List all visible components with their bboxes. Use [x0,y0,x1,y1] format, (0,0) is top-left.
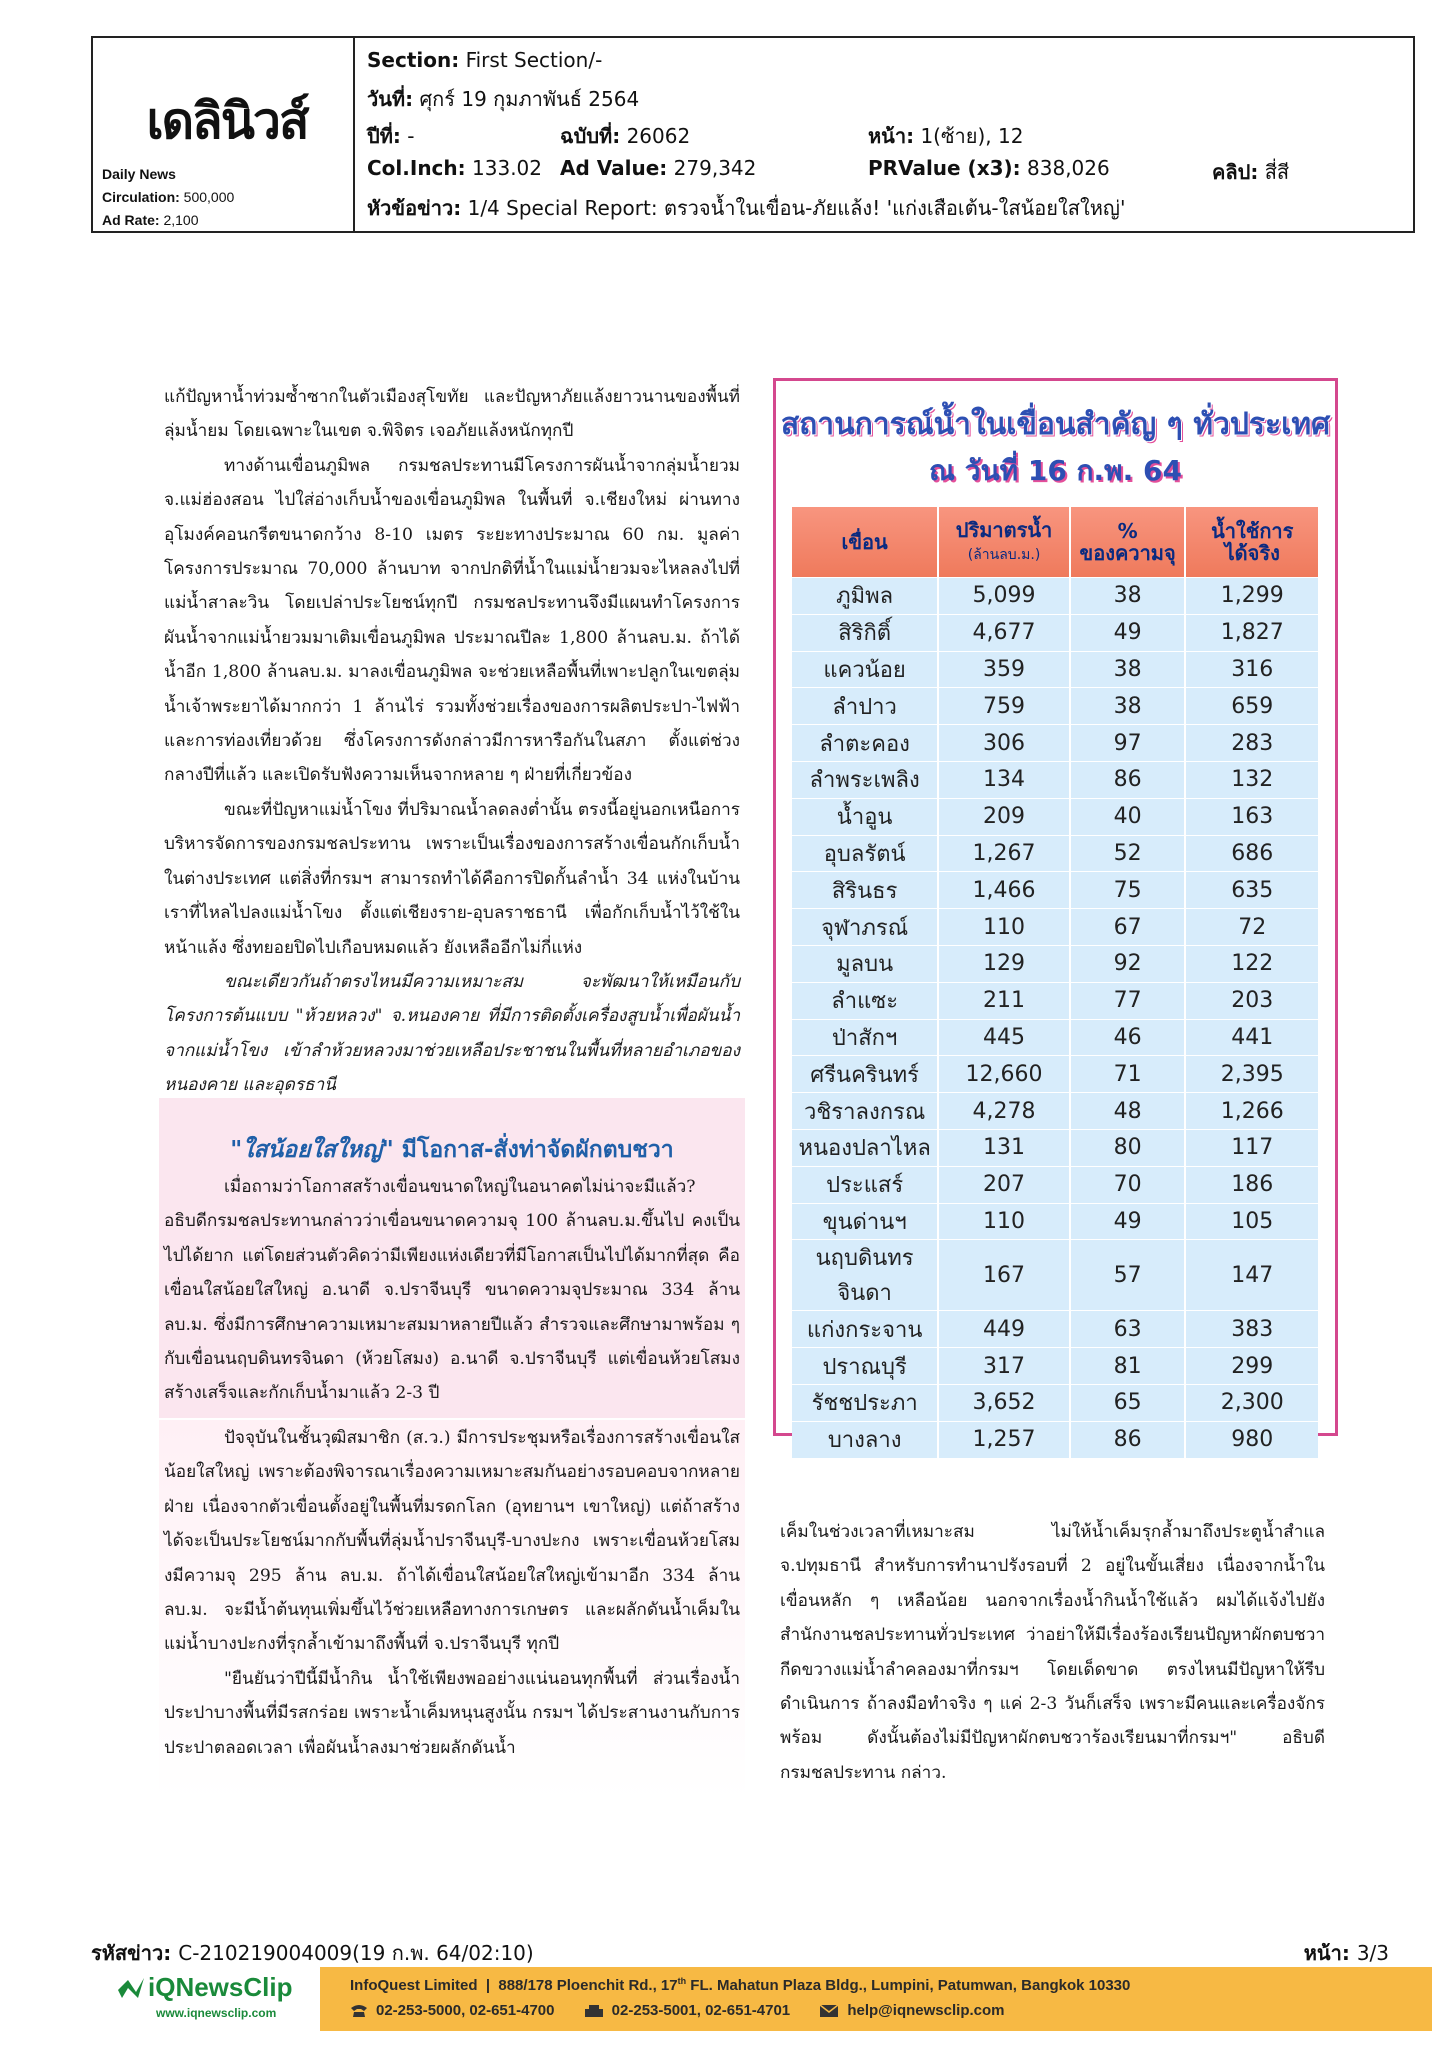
percent-cell: 52 [1071,835,1187,872]
table-row [792,1129,1318,1166]
usable-cell: 383 [1186,1310,1318,1347]
dam-name-cell: ลำพระเพลิง [792,761,939,798]
dam-name-cell: ศรีนครินทร์ [792,1055,939,1092]
percent-cell: 63 [1071,1310,1187,1347]
table-row [792,1384,1318,1421]
article-paragraph: ปัจจุบันในชั้นวุฒิสมาชิก (ส.ว.) มีการประชุมหรือเรื่องการสร้างเขื่อนใสน้อยใสใหญ่ เพราะต้องพิจารณาเรื่องความเหมาะสมกันอย่างรอบคอบจากหลายฝ่าย เนื่องจากตัวเขื่อนตั้งอยู่ในพื้นที่มรดกโลก (อุทยานฯ เขาใหญ่) แต่ถ้าสร้างได้จะเป็นประโยชน์มากกับพื้นที่ลุ่มน้ำปราจีนบุรี-บางปะกง เพราะเขื่อนห้วยโสมงมีความจุ 295 ล้าน ลบ.ม. ถ้าได้เขื่อนใสน้อยใสใหญ่เข้ามาอีก 334 ล้าน ลบ.ม. จะมีน้ำต้นทุนเพิ่มขึ้นไว้ช่วยเหลือทางการเกษตร และผลักดันน้ำเค็มในแม่น้ำบางปะกงที่รุกล้ำเข้ามาถึงพื้นที่ จ.ปราจีนบุรี ทุกปี [164,1428,740,1655]
percent-cell: 86 [1071,761,1187,798]
article-column-2 [780,1515,1325,1790]
usable-cell: 1,827 [1186,614,1318,651]
article-column-1b [164,1170,740,1411]
article-subhead: "ใสน้อยใสใหญ่" มีโอกาส-สั่งท่าจัดผักตบชวา [230,1137,674,1163]
usable-cell: 2,300 [1186,1384,1318,1421]
percent-cell: 77 [1071,982,1187,1019]
news-code: รหัสข่าว: C-210219004009(19 ก.พ. 64/02:10) [91,1941,534,1965]
volume-cell: 5,099 [939,577,1071,614]
dam-name-cell: สิรินธร [792,871,939,908]
col-header-usable: น้ำใช้การ ได้จริง [1186,507,1318,577]
percent-cell: 65 [1071,1384,1187,1421]
usable-cell: 686 [1186,835,1318,872]
volume-cell: 4,677 [939,614,1071,651]
fax-numbers: 02-253-5001, 02-651-4701 [611,2002,791,2019]
usable-cell: 980 [1186,1421,1318,1458]
dam-name-cell: แก่งกระจาน [792,1310,939,1347]
percent-cell: 75 [1071,871,1187,908]
percent-cell: 67 [1071,908,1187,945]
percent-cell: 49 [1071,614,1187,651]
clip-color-field: คลิป: สี่สี [1212,160,1290,184]
table-row [792,1421,1318,1458]
dam-name-cell: ปราณบุรี [792,1347,939,1384]
prvalue-field: PRValue (x3): 838,026 [868,156,1110,180]
table-row [792,761,1318,798]
dam-name-cell: น้ำอูน [792,798,939,835]
volume-cell: 1,466 [939,871,1071,908]
table-row [792,945,1318,982]
dam-name-cell: วชิราลงกรณ [792,1092,939,1129]
usable-cell: 635 [1186,871,1318,908]
table-row [792,798,1318,835]
volume-cell: 134 [939,761,1071,798]
issue-field: ฉบับที่: 26062 [560,124,691,148]
clip-meta [357,38,1413,231]
table-row [792,1019,1318,1056]
percent-cell: 57 [1071,1239,1187,1310]
col-header-volume: ปริมาตรน้ำ (ล้านลบ.ม.) [939,507,1071,577]
date-field: วันที่: ศุกร์ 19 กุมภาพันธ์ 2564 [367,87,640,111]
table-row [792,1310,1318,1347]
usable-cell: 117 [1186,1129,1318,1166]
table-row [792,982,1318,1019]
percent-cell: 71 [1071,1055,1187,1092]
dam-name-cell: มูลบน [792,945,939,982]
volume-cell: 3,652 [939,1384,1071,1421]
table-date: ณ วันที่ 16 ก.พ. 64 [929,454,1182,487]
usable-cell: 1,299 [1186,577,1318,614]
email-address: help@iqnewsclip.com [847,2002,1005,2019]
phone-icon [350,2004,368,2018]
table-row [792,1203,1318,1240]
percent-cell: 49 [1071,1203,1187,1240]
leaf-icon [116,1976,146,2002]
footer-page: หน้า: 3/3 [1303,1941,1389,1965]
usable-cell: 163 [1186,798,1318,835]
fax-icon [584,2004,604,2018]
usable-cell: 105 [1186,1203,1318,1240]
dam-name-cell: ลำตะคอง [792,724,939,761]
table-row [792,1092,1318,1129]
dam-name-cell: นฤบดินทรจินดา [792,1239,939,1310]
company-contacts [350,2002,1005,2019]
dam-name-cell: จุฬาภรณ์ [792,908,939,945]
volume-cell: 359 [939,651,1071,688]
percent-cell: 80 [1071,1129,1187,1166]
dam-name-cell: ภูมิพล [792,577,939,614]
article-paragraph: เมื่อถามว่าโอกาสสร้างเขื่อนขนาดใหญ่ในอนาคตไม่น่าจะมีแล้ว? อธิบดีกรมชลประทานกล่าวว่าเขื่อนขนาดความจุ 100 ล้านลบ.ม.ขึ้นไป คงเป็นไปได้ยาก แต่โดยส่วนตัวคิดว่ามีเพียงแห่งเดียวที่มีโอกาสเป็นไปได้มากที่สุด คือ เขื่อนใสน้อยใสใหญ่ อ.นาดี จ.ปราจีนบุรี ขนาดความจุประมาณ 334 ล้าน ลบ.ม. ซึ่งมีการศึกษาความเหมาะสมมาหลายปีแล้ว สำรวจและศึกษามาพร้อม ๆ กับเขื่อนนฤบดินทรจินดา (ห้วยโสมง) อ.นาดี จ.ปราจีนบุรี แต่เขื่อนห้วยโสมง สร้างเสร็จและกักเก็บน้ำมาแล้ว 2-3 ปี [164,1177,740,1404]
table-row [792,871,1318,908]
dam-name-cell: ประแสร์ [792,1166,939,1203]
volume-cell: 110 [939,1203,1071,1240]
table-row [792,687,1318,724]
percent-cell: 38 [1071,687,1187,724]
dam-name-cell: ป่าสักฯ [792,1019,939,1056]
dam-name-cell: บางลาง [792,1421,939,1458]
dam-name-cell: หนองปลาไหล [792,1129,939,1166]
ad-rate: Ad Rate: 2,100 [102,212,199,228]
volume-cell: 449 [939,1310,1071,1347]
usable-cell: 659 [1186,687,1318,724]
usable-cell: 132 [1186,761,1318,798]
dam-table-body [792,577,1318,1458]
mail-icon [819,2004,839,2018]
volume-cell: 317 [939,1347,1071,1384]
dam-name-cell: ลำแซะ [792,982,939,1019]
section-field: Section: First Section/- [367,48,603,72]
article-paragraph: เค็มในช่วงเวลาที่เหมาะสม ไม่ให้น้ำเค็มรุกล้ำมาถึงประตูน้ำสำแล จ.ปทุมธานี สำหรับการทำนาปรังรอบที่ 2 อยู่ในขั้นเสี่ยง เนื่องจากน้ำในเขื่อนหลัก ๆ เหลือน้อย นอกจากเรื่องน้ำกินน้ำใช้แล้ว ผมได้แจ้งไปยังสำนักงานชลประทานทั่วประเทศ ว่าอย่าให้มีเรื่องร้องเรียนปัญหาผักตบชวากีดขวางแม่น้ำลำคลองมาที่กรมฯ โดยเด็ดขาด ตรงไหนมีปัญหาให้รีบดำเนินการ ถ้าลงมือทำจริง ๆ แค่ 2-3 วันก็เสร็จ เพราะมีคนและเครื่องจักรพร้อม ดังนั้นต้องไม่มีปัญหาผักตบชวาร้องเรียนมาที่กรมฯ" อธิบดีกรมชลประทาน กล่าว. [780,1522,1325,1783]
volume-cell: 209 [939,798,1071,835]
table-header-row [792,507,1318,577]
dam-name-cell: ลำปาว [792,687,939,724]
table-row [792,1239,1318,1310]
volume-cell: 445 [939,1019,1071,1056]
colinch-field: Col.Inch: 133.02 [367,156,542,180]
circulation: Circulation: 500,000 [102,189,235,205]
advalue-field: Ad Value: 279,342 [560,156,757,180]
volume-cell: 12,660 [939,1055,1071,1092]
percent-cell: 92 [1071,945,1187,982]
volume-cell: 207 [939,1166,1071,1203]
usable-cell: 203 [1186,982,1318,1019]
dam-name-cell: สิริกิติ์ [792,614,939,651]
volume-cell: 110 [939,908,1071,945]
table-row [792,614,1318,651]
percent-cell: 38 [1071,577,1187,614]
footer-contact-band [320,1967,1432,2031]
volume-cell: 1,257 [939,1421,1071,1458]
usable-cell: 299 [1186,1347,1318,1384]
volume-cell: 306 [939,724,1071,761]
usable-cell: 1,266 [1186,1092,1318,1129]
company-address: InfoQuest Limited | 888/178 Ploenchit Rd., 17th FL. Mahatun Plaza Bldg., Lumpini, Patumwan, Bangkok 10330 [350,1976,1131,1994]
usable-cell: 441 [1186,1019,1318,1056]
col-header-dam: เขื่อน [792,507,939,577]
table-row [792,577,1318,614]
dam-name-cell: แควน้อย [792,651,939,688]
table-row [792,1347,1318,1384]
table-row [792,724,1318,761]
dam-table [792,507,1318,1458]
usable-cell: 283 [1186,724,1318,761]
table-row [792,1055,1318,1092]
article-column-1c [164,1421,740,1765]
percent-cell: 86 [1071,1421,1187,1458]
article-paragraph: ขณะเดียวกันถ้าตรงไหนมีความเหมาะสม จะพัฒนาให้เหมือนกับโครงการต้นแบบ "ห้วยหลวง" จ.หนองคาย ที่มีการติดตั้งเครื่องสูบน้ำเพื่อผันน้ำจากแม่น้ำโขง เข้าลำห้วยหลวงมาช่วยเหลือประชาชนในพื้นที่หลายอำเภอของหนองคาย และอุดรธานี [164,971,740,1096]
table-row [792,835,1318,872]
publication-panel [93,38,355,231]
usable-cell: 122 [1186,945,1318,982]
dam-name-cell: รัชชประภา [792,1384,939,1421]
dam-name-cell: ขุนด่านฯ [792,1203,939,1240]
col-header-percent: % ของความจุ [1071,507,1187,577]
volume-cell: 211 [939,982,1071,1019]
publication-name: Daily News [102,166,176,182]
page-field: หน้า: 1(ซ้าย), 12 [868,124,1024,148]
percent-cell: 97 [1071,724,1187,761]
article-paragraph: ทางด้านเขื่อนภูมิพล กรมชลประทานมีโครงการผันน้ำจากลุ่มน้ำยวม จ.แม่ฮ่องสอน ไปใส่อ่างเก็บน้ำของเขื่อนภูมิพล ในพื้นที่ จ.เชียงใหม่ ผ่านทางอุโมงค์คอนกรีตขนาดกว้าง 8-10 เมตร ระยะทางประมาณ 60 กม. มูลค่าโครงการประมาณ 70,000 ล้านบาท จากปกติที่น้ำในแม่น้ำยวมจะไหลลงไปที่แม่น้ำสาละวิน โดยเปล่าประโยชน์ทุกปี กรมชลประทานจึงมีแผนทำโครงการผันน้ำจากแม่น้ำยวมมาเติมเขื่อนภูมิพล ประมาณปีละ 1,800 ล้านลบ.ม. ถ้าได้น้ำอีก 1,800 ล้านลบ.ม. มาลงเขื่อนภูมิพล จะช่วยเหลือพื้นที่เพาะปลูกในเขตลุ่มน้ำเจ้าพระยาได้มากกว่า 1 ล้านไร่ รวมทั้งช่วยเรื่องของการผลิตประปา-ไฟฟ้า และการท่องเที่ยวด้วย ซึ่งโครงการดังกล่าวมีการหารือกันในสภา ตั้งแต่ช่วงกลางปีที่แล้ว และเปิดรับฟังความเห็นจากหลาย ๆ ฝ่ายที่เกี่ยวข้อง [164,455,740,786]
table-row [792,908,1318,945]
percent-cell: 40 [1071,798,1187,835]
table-row [792,1166,1318,1203]
percent-cell: 81 [1071,1347,1187,1384]
percent-cell: 70 [1071,1166,1187,1203]
dam-status-graphic [773,378,1338,1454]
table-title: สถานการณ์น้ำในเขื่อนสำคัญ ๆ ทั่วประเทศ [780,407,1331,442]
clip-header [91,36,1415,233]
usable-cell: 72 [1186,908,1318,945]
table-row [792,651,1318,688]
percent-cell: 48 [1071,1092,1187,1129]
volume-cell: 4,278 [939,1092,1071,1129]
headline-field: หัวข้อข่าว: 1/4 Special Report: ตรวจน้ำในเขื่อน-ภัยแล้ง! 'แก่งเสือเต้น-ใสน้อยใสใหญ่' [367,196,1126,220]
newspaper-logo: เดลินิวส์ [146,92,308,150]
volume-cell: 167 [939,1239,1071,1310]
article-paragraph: แก้ปัญหาน้ำท่วมซ้ำซากในตัวเมืองสุโขทัย และปัญหาภัยแล้งยาวนานของพื้นที่ลุ่มน้ำยม โดยเฉพาะในเขต จ.พิจิตร เจอภัยแล้งหนักทุกปี [164,387,740,442]
year-field: ปีที่: - [367,124,415,148]
article-paragraph: "ยืนยันว่าปีนี้มีน้ำกิน น้ำใช้เพียงพออย่างแน่นอนทุกพื้นที่ ส่วนเรื่องน้ำประปาบางพื้นที่มีรสกร่อย เพราะน้ำเค็มหนุนสูงนั้น กรมฯ ได้ประสานงานกับการประปาตลอดเวลา เพื่อผันน้ำลงมาช่วยผลักดันน้ำ [164,1668,740,1758]
article-column-1 [164,380,740,1103]
volume-cell: 759 [939,687,1071,724]
volume-cell: 131 [939,1129,1071,1166]
usable-cell: 186 [1186,1166,1318,1203]
article-paragraph: ขณะที่ปัญหาแม่น้ำโขง ที่ปริมาณน้ำลดลงต่ำนั้น ตรงนี้อยู่นอกเหนือการบริหารจัดการของกรมชลประทาน เพราะเป็นเรื่องของการสร้างเขื่อนกักเก็บน้ำในต่างประเทศ แต่สิ่งที่กรมฯ สามารถทำได้คือการปิดกั้นลำน้ำ 34 แห่งในบ้านเราที่ไหลไปลงแม่น้ำโขง ตั้งแต่เชียงราย-อุบลราชธานี เพื่อกักเก็บน้ำไว้ใช้ในหน้าแล้ง ซึ่งทยอยปิดไปเกือบหมดแล้ว ยังเหลืออีกไม่กี่แห่ง [164,799,740,958]
dam-name-cell: อุบลรัตน์ [792,835,939,872]
usable-cell: 147 [1186,1239,1318,1310]
iqnewsclip-logo: iQNewsClip www.iqnewsclip.com [116,1970,316,2030]
percent-cell: 46 [1071,1019,1187,1056]
percent-cell: 38 [1071,651,1187,688]
usable-cell: 2,395 [1186,1055,1318,1092]
usable-cell: 316 [1186,651,1318,688]
volume-cell: 1,267 [939,835,1071,872]
phone-numbers: 02-253-5000, 02-651-4700 [376,2002,555,2019]
volume-cell: 129 [939,945,1071,982]
